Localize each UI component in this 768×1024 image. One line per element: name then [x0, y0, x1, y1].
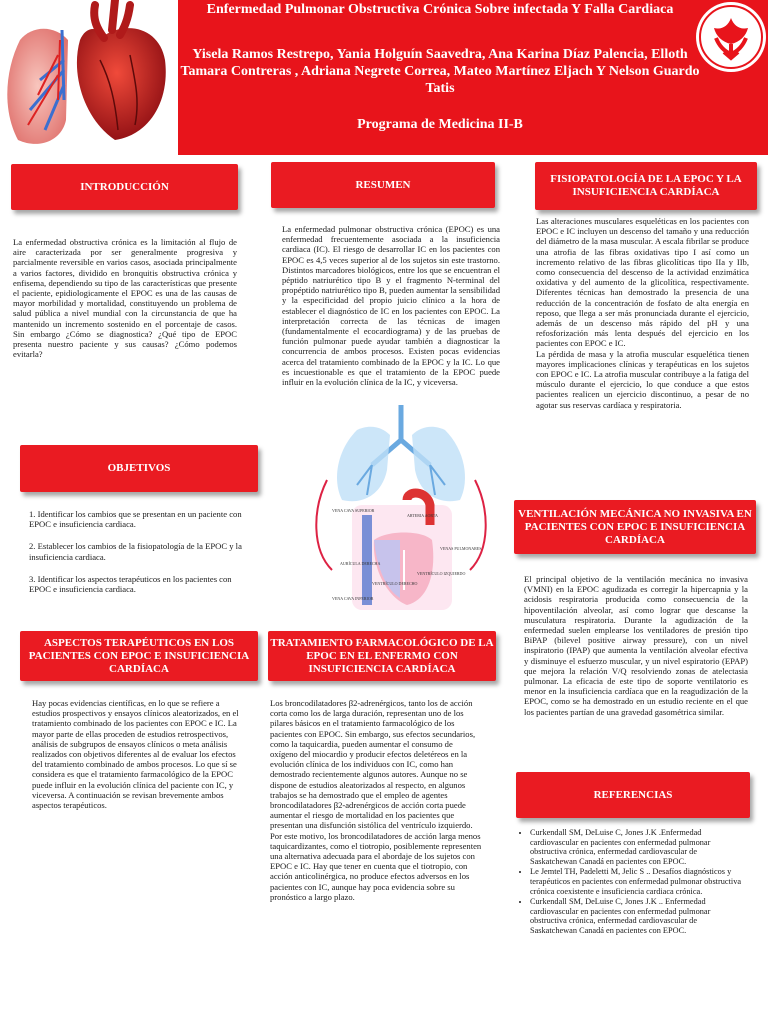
diagram-label: VENA CAVA SUPERIOR — [332, 508, 375, 513]
fisiopatologia-text-1: Las alteraciones musculares esqueléticas en los pacientes con EPOC e IC incluyen un descenso del tamaño y una reducción del diámetro de la masa muscular. A escala fibrilar se produce una atrofia de las fibras oxidativas tipo I así como un incremento relativo de las fibras glicolíticas tipo IIa y IIb, como consecuencia del descenso de la actividad enzimática oxidativa y del aumento de la glicolítica, respectivamente. Diferentes técnicas han demostrado la presencia de una reducción de la concentración de fosfato de alta energía en reposo, que llega a ser más pronunciada durante el ejercicio, además de un descenso más rápido del pH y una refosforización más lenta después del ejercicio en los pacientes con EPOC e IC. — [536, 216, 749, 349]
heart-lungs-illustration — [0, 0, 178, 155]
reference-item: • Curkendall SM, DeLuise C, Jones J.K .. Enfermedad cardiovascular en pacientes con enfermedad pulmonar obstructiva crónica, enfermedad cardiovascular de Saskatchewan Canadá en pacientes con EPOC. — [530, 897, 746, 935]
university-logo — [696, 2, 766, 72]
objetivo-item: 1. Identificar los cambios que se presentan en un paciente con EPOC e insuficiencia cardiaca. — [29, 509, 242, 530]
objetivos-heading: OBJETIVOS — [20, 445, 258, 492]
header-text-block — [180, 0, 700, 133]
diagram-label: VENA CAVA INFERIOR — [332, 596, 374, 601]
introduccion-text: La enfermedad obstructiva crónica es la limitación al flujo de aire caracterizada por ser generalmente progresiva y parcialmente reversible en varios casos, asociada principalmente a varios factores, dividido en bronquitis obstructiva crónica y enfisema, dependiendo su tipo de las características que presente el paciente, epidiologicamente el EPOC es una de las causas de mayor morbilidad y mortalidad, constituyendo un problema de salud pública a nivel mundial con la circunstancia de que ha mantenido un incremento sostenido en el porcentaje de casos. Sin embargo ¿Cómo se diagnostica? ¿Qué tipo de EPOC presenta nuestro paciente y sus causas? ¿Cómo podemos evitarla? — [13, 237, 237, 360]
diagram-label: ARTERIA AORTA — [407, 513, 438, 518]
introduccion-heading: INTRODUCCIÓN — [11, 164, 238, 210]
reference-item: • Le Jemtel TH, Padeletti M, Jelic S .. Desafíos diagnósticos y terapéuticos en pacientes con enfermedad pulmonar obstructiva crónica coexistente e insuficiencia cardiaca crónica. — [530, 867, 746, 896]
objetivo-item: 2. Establecer los cambios de la fisiopatología de la EPOC y la insuficiencia cardiaca. — [29, 541, 242, 562]
diagram-label: AURÍCULA DERECHA — [340, 561, 381, 566]
fisiopatologia-heading: FISIOPATOLOGÍA DE LA EPOC Y LA INSUFICIENCIA CARDÍACA — [535, 162, 757, 210]
poster-authors: Yisela Ramos Restrepo, Yania Holguín Saavedra, Ana Karina Díaz Palencia, Elloth Tamara Contreras , Adriana Negrete Correa, Mateo Martínez Eljach Y Nelson Guardo Tatis — [180, 47, 700, 96]
reference-item: • Curkendall SM, DeLuise C, Jones J.K .Enfermedad cardiovascular en pacientes con enfermedad pulmonar obstructiva crónica, enfermedad cardiovascular de Saskatchewan Canadá en pacientes con EPOC. — [530, 828, 746, 866]
resumen-text: La enfermedad pulmonar obstructiva crónica (EPOC) es una enfermedad frecuentemente asociada a la insuficiencia cardiaca (IC). El riesgo de desarrollar IC en los pacientes con EPOC es 4,5 veces superior al de los sujetos sin este trastorno. Distintos marcadores biológicos, entre los que se encuentran el péptido natriurético tipo B y el fragmento N-terminal del propéptido natriurético tipo B, pueden aumentar la sensibilidad y la especificidad del propio juicio clínico a la hora de establecer el diagnóstico de IC en los pacientes con EPOC. La interpretación correcta de las técnicas de imagen (fundamentalmente el ecocardiograma) y de las pruebas de función pulmonar puede ayudar también a diagnosticar la concurrencia de ambos procesos. Existen pocas evidencias acerca del tratamiento combinado de la EPOC y la IC. Lo que es incuestionable es que el tratamiento de la EPOC puede influir en la evolución clínica de la IC, y viceversa. — [282, 224, 500, 388]
objetivo-item: 3. Identificar los aspectos terapéuticos en los pacientes con EPOC e insuficiencia cardiaca. — [29, 573, 232, 595]
heart-circulation-diagram — [312, 400, 490, 615]
poster-title: Enfermedad Pulmonar Obstructiva Crónica Sobre infectada Y Falla Cardiaca — [206, 2, 674, 17]
objetivos-list — [29, 509, 245, 606]
aspectos-heading: ASPECTOS TERAPÉUTICOS EN LOS PACIENTES CON EPOC E INSUFICIENCIA CARDÍACA — [20, 631, 258, 681]
referencias-heading: REFERENCIAS — [516, 772, 750, 818]
diagram-label: VENTRÍCULO DERECHO — [372, 581, 418, 586]
program-name: Programa de Medicina II-B — [357, 117, 523, 132]
diagram-label: VENAS PULMONARES — [440, 546, 482, 551]
referencias-list — [520, 828, 746, 937]
poster-header — [0, 0, 768, 155]
resumen-heading: RESUMEN — [271, 162, 495, 208]
ventilacion-text: El principal objetivo de la ventilación mecánica no invasiva (VMNI) en la EPOC agudizada es corregir la hipercapnia y la acidosis respiratoria producida como consecuencia de la hipoventilación alveolar, así como lograr que descanse la musculatura respiratoria. Durante la agudización de la enfermedad suelen emplearse los ventiladores de presión tipo BiPAP (bilevel positive airway pressure), con un nivel inspiratorio (IPAP) que aumenta la ventilación alveolar efectiva y disminuye el esfuerzo muscular, y un nivel espiratorio (EPAP) que mejora la relación V/Q resolviendo zonas de atelectasia pulmonar. La eficacia de este tipo de soporte ventilatorio es menor en la insuficiencia cardíaca que en la reagudización de la EPOC, como se ha demostrado en un estudio reciente en el que los pacientes partían de una gravedad gasométrica similar. — [524, 574, 748, 717]
aspectos-text: Hay pocas evidencias científicas, en lo que se refiere a estudios prospectivos y ensayos clínicos aleatorizados, en el tratamiento combinado de los pacientes con EPOC e IC. La mayor parte de ellas proceden de estudios retrospectivos, análisis de subgrupos de ensayos clínicos o meta análisis realizados con objetivos diferentes al de evaluar los efectos del tratamiento combinado de ambos procesos. Lo que sí se considera es que el tratamiento farmacológico de la EPOC puede influir en la evolución clínica del paciente con IC, y viceversa. A continuación se revisan brevemente ambos aspectos terapéuticos. — [32, 698, 239, 811]
tratamiento-heading: TRATAMIENTO FARMACOLÓGICO DE LA EPOC EN EL ENFERMO CON INSUFICIENCIA CARDÍACA — [268, 631, 496, 681]
tratamiento-text: Los broncodilatadores β2-adrenérgicos, tanto los de acción corta como los de larga duración, representan uno de los pilares básicos en el tratamiento farmacológico de los pacientes con EPOC. Sin embargo, sus efectos secundarios, como la taquicardia, pueden aumentar el consumo de oxígeno del miocardio y producir efectos deletéreos en la evolución clínica de los individuos con IC, como han demostrado recientemente algunos autores. Aunque no se dispone de estudios aleatorizados al respecto, en algunos trabajos se ha demostrado que el empleo de agentes broncodilatadores β2-adrenérgicos de acción corta puede aumentar el riesgo de mortalidad en los pacientes que presentan una disfunción sistólica del ventrículo izquierdo. Por este motivo, los broncodilatadores de acción larga menos taquicardizantes, como el tiotropio, posiblemente representen una alternativa adecuada para el abordaje de los sujetos con EPOC e IC. Hay que tener en cuenta que el tiotropio, con acción anticolinérgica, no produce efectos adversos en los pacientes con IC, aunque hay poca evidencia sobre su pronóstico a largo plazo. — [270, 698, 482, 902]
ventilacion-heading: VENTILACIÓN MECÁNICA NO INVASIVA EN PACIENTES CON EPOC E INSUFICIENCIA CARDÍACA — [514, 500, 756, 554]
diagram-label: VENTRÍCULO IZQUIERDO — [417, 571, 466, 576]
fisiopatologia-text-2: La pérdida de masa y la atrofia muscular esquelética tienen mayores implicaciones clínicas y terapéuticas en los sujetos con EPOC e IC. La atrofia muscular contribuye a la fatiga del músculo durante el ejercicio, lo que conduce a que estos pacientes realicen un ejercicio discontinuo, a pesar de no agotar sus reservas cardíaca y respiratoria. — [536, 348, 749, 410]
